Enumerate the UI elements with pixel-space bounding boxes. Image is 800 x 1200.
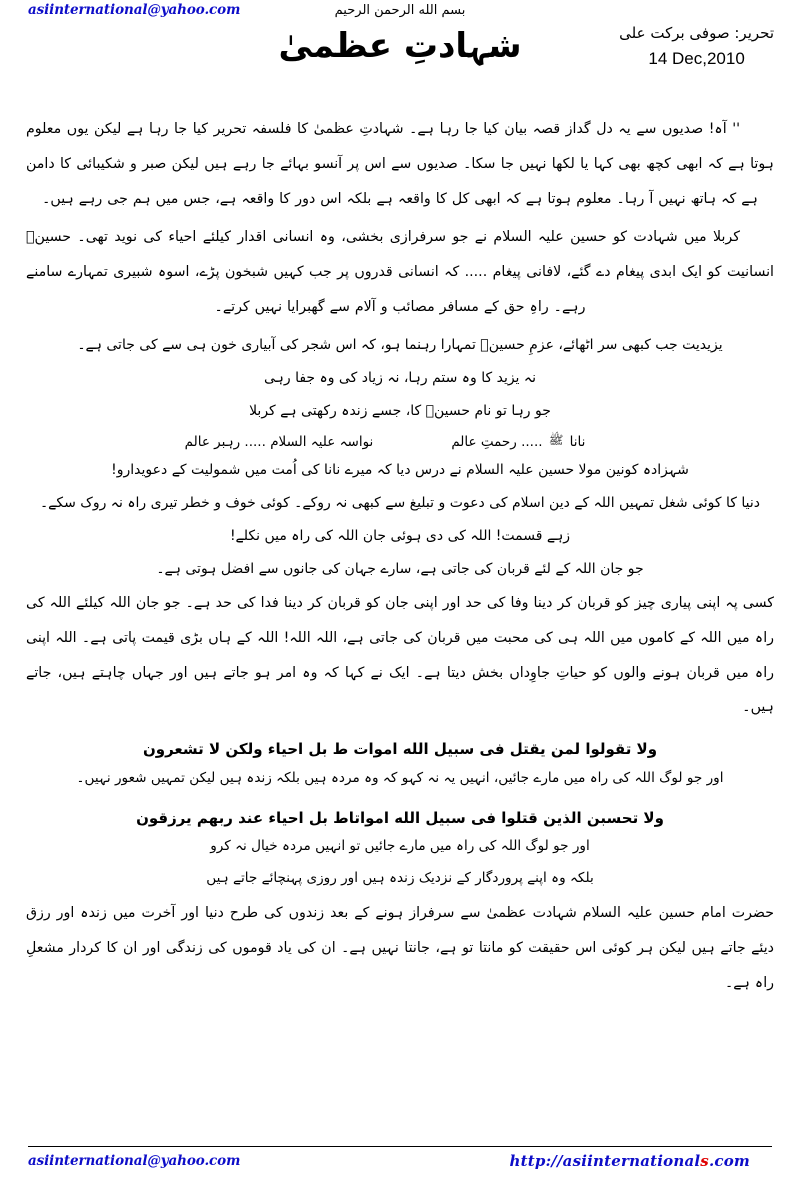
sallallahu-alayhi-wasallam-icon: ﷺ: [548, 433, 564, 448]
paragraph-qurbani-afzal: جو جان اللہ کے لئے قربان کی جاتی ہے، سارے جہان کی جانوں سے افضل ہوتی ہے۔: [156, 561, 644, 578]
bismillah-line: بسم الله الرحمن الرحيم: [334, 3, 466, 18]
document-header: [0, 0, 800, 112]
footer-divider: [28, 1146, 772, 1147]
footer-url-highlight: s: [700, 1152, 709, 1170]
title-pair-right: [451, 433, 585, 450]
quran-ayah-1-translation: اور جو لوگ اللہ کی راہ میں مارے جائیں، انہیں یہ نہ کہو کہ وہ مردہ ہیں بلکہ زندہ ہیں لیکن تمہیں شعور نہیں۔: [76, 769, 724, 786]
paragraph-opening: '' آہ! صدیوں سے یہ دل گداز قصہ بیان کیا جا رہا ہے۔ شہادتِ عظمیٰ کا فلسفہ تحریر کیا جا رہا ہے لیکن یوں معلوم ہوتا ہے کہ ابھی کچھ بھی کہا یا لکھا نہیں جا سکا۔ صدیوں سے اس پر آنسو بہائے جا رہے ہیں لیکن صبر و شکیبائی کا دامن ہے کہ ہاتھ نہیں آ رہا۔ معلوم ہوتا ہے کہ ابھی کل کا واقعہ ہے بلکہ اس دور کا واقعہ ہے، جس میں ہم جی رہے ہیں۔: [26, 121, 774, 207]
couplet-line-1: نہ یزید کا وہ ستم رہا، نہ زیاد کی وہ جفا رہی: [263, 369, 537, 386]
document-footer: [0, 1146, 800, 1170]
paragraph-karbala: کربلا میں شہادت کو حسین علیہ السلام نے جو سرفرازی بخشی، وہ انسانی اقدار کیلئے احیاء کی نوید تھی۔ حسینؑ انسانیت کو ایک ابدی پیغام دے گئے، لافانی پیغام ..... کہ انسانی قدروں پر جب کہیں شبخون پڑے، اسوہ شبیری تمہارے سامنے رہے۔ راہِ حق کے مسافر مصائب و آلام سے گھبرایا نہیں کرتے۔: [26, 229, 774, 315]
header-email-address[interactable]: asiinternational@yahoo.com: [28, 2, 241, 18]
paragraph-dawat-tableegh: دنیا کا کوئی شغل تمہیں اللہ کے دین اسلام کی دعوت و تبلیغ سے کبھی نہ روکے۔ کوئی خوف و خطر تیری راہ نہ روک سکے۔: [39, 495, 761, 512]
title-nawasa-label: نواسہ علیہ السلام: [270, 434, 374, 451]
footer-email-address[interactable]: asiinternational@yahoo.com: [28, 1153, 241, 1169]
couplet-line-2: جو رہا تو نام حسینؑ کا، جسے زندہ رکھتی ہے کربلا: [249, 402, 551, 419]
quran-ayah-2-translation: اور جو لوگ اللہ کی راہ میں مارے جائیں تو انہیں مردہ خیال نہ کرو: [210, 838, 590, 855]
title-dots-left: .....: [244, 434, 266, 451]
document-body: [0, 112, 800, 1000]
honorific-titles-line: [26, 433, 774, 450]
quran-ayah-1-arabic: ولا تقولوا لمن يقتل فى سبيل الله اموات ط بل احياء ولكن لا تشعرون: [142, 740, 658, 759]
author-byline: تحریر: صوفی برکت علی: [619, 24, 774, 42]
header-byline-block: [619, 22, 774, 69]
quran-ayah-2-arabic: ولا تحسبن الذين قتلوا فى سبيل الله امواتاط بل احياء عند ربهم يرزقون: [136, 808, 664, 827]
verse-intro-line: یزیدیت جب کبھی سر اٹھائے، عزمِ حسینؑ تمہارا رہنما ہو، کہ اس شجر کی آبیاری خون ہی سے کی جاتی ہے۔: [77, 336, 723, 353]
title-pair-left: [185, 434, 374, 450]
closing-line-rizq: بلکہ وہ اپنے پروردگار کے نزدیک زندہ ہیں اور روزی پہنچائے جاتے ہیں: [206, 870, 594, 887]
title-nana-label: نانا: [569, 434, 586, 451]
footer-url-prefix: http://asiinternational: [509, 1152, 701, 1170]
title-rahbar-e-alam: رہبر عالم: [184, 434, 241, 451]
paragraph-zehe-qismat: زہے قسمت! اللہ کی دی ہوئی جان اللہ کی راہ میں نکلے!: [229, 528, 571, 545]
publication-date: 14 Dec,2010: [648, 48, 745, 68]
page-title: شہادتِ عظمیٰ: [278, 25, 522, 66]
footer-website-url[interactable]: [510, 1152, 750, 1170]
paragraph-wafa-fida: کسی پہ اپنی پیاری چیز کو قربان کر دینا وفا کی حد اور اپنی جان کو قربان کر دینا فدا کی حد ہے۔ جو جان اللہ کیلئے اللہ کی راہ میں اللہ کے کاموں میں اللہ ہی کی محبت میں قربان کی جاتی ہے، اللہ اللہ! اللہ کے ہاں بڑی قیمت پاتی ہے۔ اللہ اپنی راہ میں قربان ہونے والوں کو حیاتِ جاوِداں بخش دیتا ہے۔ ایک نے کہا کہ وہ امر ہو جاتے ہیں اور جہاں چاہتے ہیں، جاتے ہیں۔: [26, 595, 774, 716]
title-dots-right: .....: [521, 434, 543, 451]
title-rahmat-e-alam: رحمتِ عالم: [451, 434, 517, 451]
footer-contact-row: [28, 1152, 772, 1170]
paragraph-shahzada: شہزادہ کونین مولا حسین علیہ السلام نے درس دیا کہ میرے نانا کی اُمت میں شمولیت کے دعویدارو!: [111, 462, 689, 479]
paragraph-closing: حضرت امام حسین علیہ السلام شہادت عظمیٰ سے سرفراز ہونے کے بعد زندوں کی طرح دنیا اور آخرت میں زندہ اور رزق دیئے جاتے ہیں لیکن ہر کوئی اس حقیقت کو مانتا تو ہے، جانتا نہیں ہے۔ ان کی یاد قوموں کی زندگی اور ان کا کردار مشعلِ راہ ہے۔: [26, 904, 774, 991]
footer-url-suffix: .com: [708, 1152, 750, 1170]
